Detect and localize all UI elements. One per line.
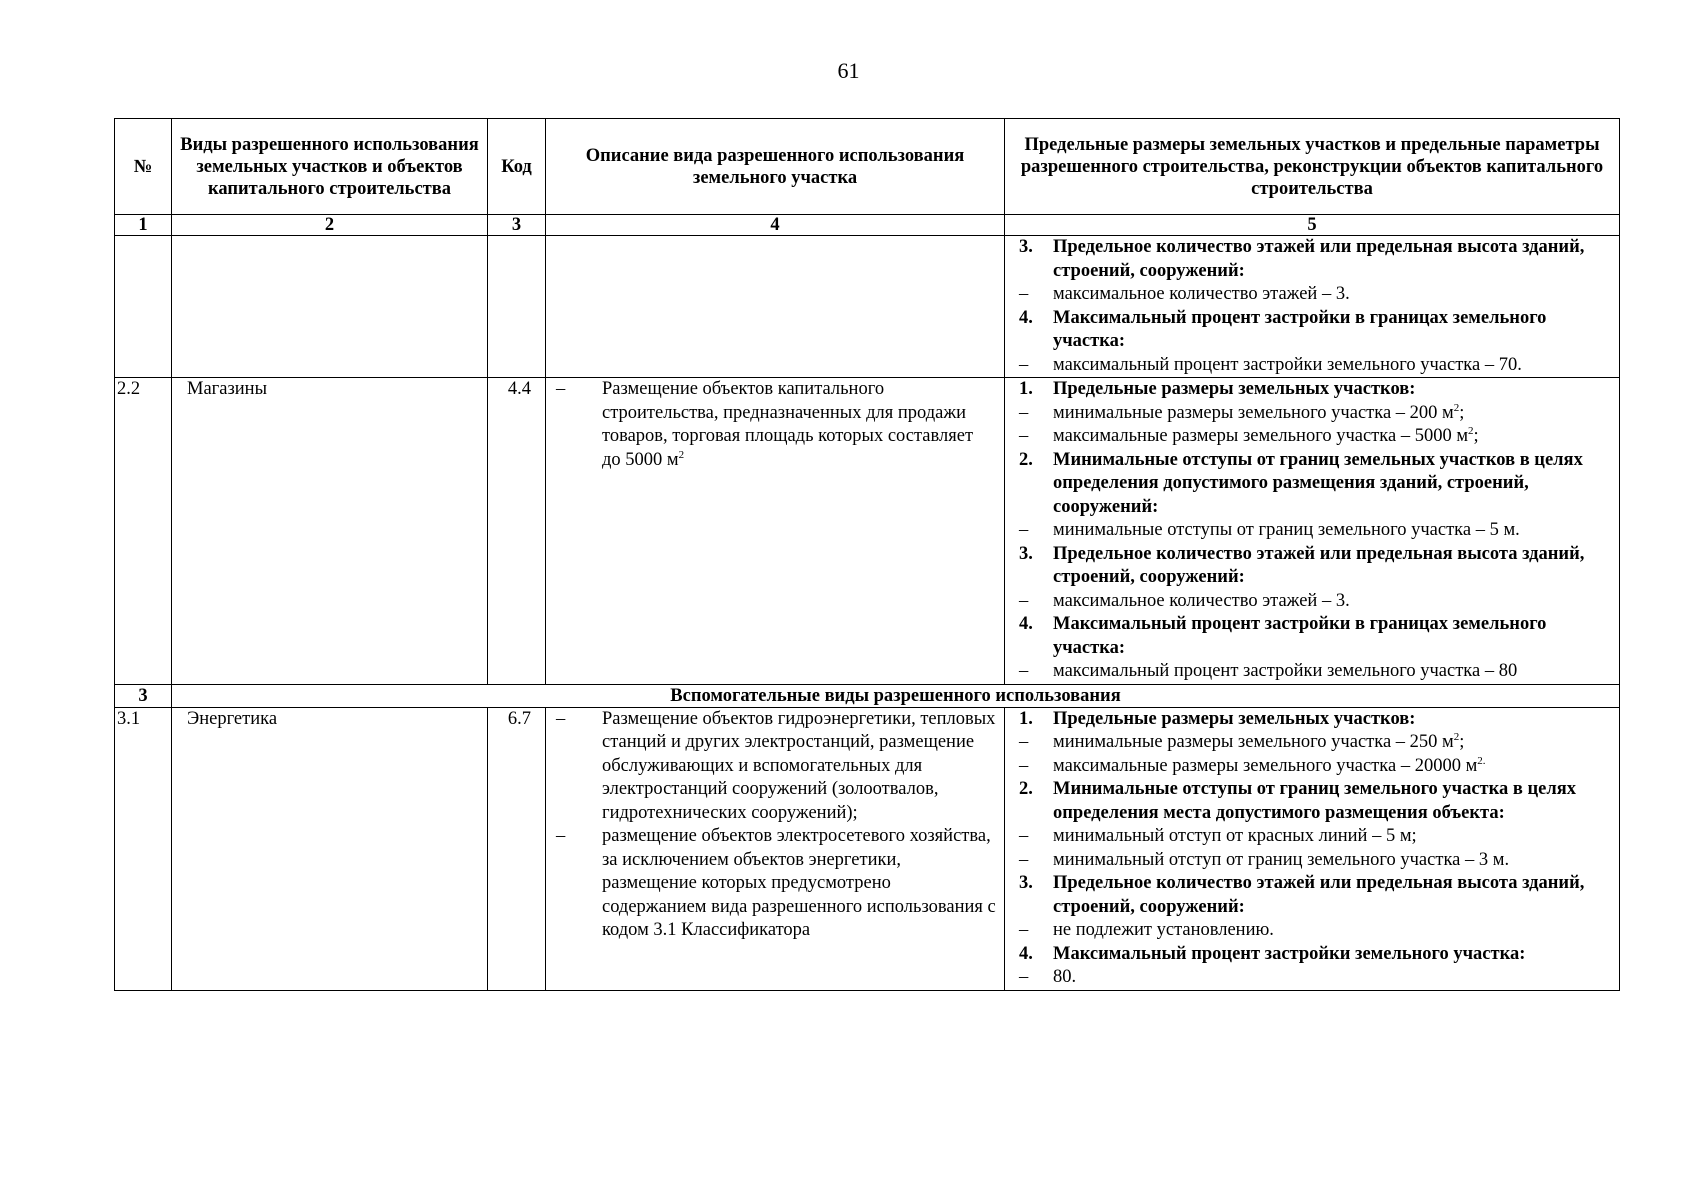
limit-item <box>1009 236 1617 283</box>
list-text: максимальные размеры земельного участка – 20000 м <box>1053 755 1478 776</box>
list-marker: – <box>1019 520 1029 540</box>
limit-item <box>1009 731 1617 755</box>
description-item <box>556 825 996 943</box>
header-code: Код <box>488 119 546 215</box>
limit-item <box>1009 919 1617 943</box>
list-marker: – <box>1019 967 1029 987</box>
table-row-continued <box>115 236 1620 378</box>
list-marker: – <box>1019 849 1029 870</box>
description-cell <box>546 378 1005 685</box>
column-number: 2 <box>172 215 488 236</box>
limit-item <box>1009 943 1617 967</box>
list-text: Максимальный процент застройки земельного участка: <box>1053 943 1526 964</box>
list-text-suffix: ; <box>1459 402 1465 423</box>
section-number: 3 <box>115 684 172 707</box>
list-marker: – <box>1019 354 1029 375</box>
use-type-code: 6.7 <box>488 707 546 990</box>
list-text: минимальный отступ от границ земельного участка – 3 м. <box>1053 849 1510 870</box>
list-marker: – <box>1019 590 1029 611</box>
list-marker: – <box>1019 755 1029 776</box>
limit-item <box>1009 590 1617 614</box>
limit-item <box>1009 708 1617 732</box>
limit-item <box>1009 307 1617 354</box>
list-text: максимальное количество этажей – 3. <box>1053 590 1350 611</box>
list-marker: 3. <box>1019 237 1033 257</box>
list-marker: 1. <box>1019 708 1033 729</box>
table-row <box>115 707 1620 990</box>
limits-list <box>1009 378 1617 684</box>
header-desc: Описание вида разрешенного использования земельного участка <box>546 119 1005 215</box>
land-use-table <box>114 118 1620 991</box>
section-title: Вспомогательные виды разрешенного использования <box>172 684 1620 707</box>
list-marker: 2. <box>1019 449 1033 470</box>
list-text: Предельное количество этажей или предельная высота зданий, строений, сооружений: <box>1053 873 1585 917</box>
row-number: 2.2 <box>115 378 172 685</box>
column-number: 3 <box>488 215 546 236</box>
list-marker: – <box>1019 402 1029 423</box>
limit-item <box>1009 425 1617 449</box>
list-text: Размещение объектов капитального строительства, предназначенных для продажи товаров, торговая площадь которых составляет до 5000 м <box>602 379 974 470</box>
table-row <box>115 378 1620 685</box>
limit-item <box>1009 778 1617 825</box>
header-name: Виды разрешенного использования земельных участков и объектов капитального строительства <box>172 119 488 215</box>
list-marker: – <box>556 826 566 846</box>
column-number-row <box>115 215 1620 236</box>
list-marker: 4. <box>1019 614 1033 634</box>
description-cell <box>546 707 1005 990</box>
list-text: максимальный процент застройки земельного участка – 80 <box>1053 661 1518 681</box>
list-text: не подлежит установлению. <box>1053 920 1274 940</box>
list-marker: 4. <box>1019 943 1033 964</box>
description-item <box>556 378 996 472</box>
use-type-code: 4.4 <box>488 378 546 685</box>
list-marker: 3. <box>1019 543 1033 564</box>
list-marker: – <box>556 379 566 399</box>
list-marker: – <box>1019 284 1029 304</box>
list-text: минимальные отступы от границ земельного участка – 5 м. <box>1053 520 1520 540</box>
limit-item <box>1009 755 1617 779</box>
list-marker: – <box>1019 732 1029 752</box>
list-marker: 2. <box>1019 779 1033 799</box>
limits-cell <box>1005 707 1620 990</box>
list-text: максимальное количество этажей – 3. <box>1053 284 1350 304</box>
list-text: максимальный процент застройки земельного участка – 70. <box>1053 354 1522 375</box>
superscript: 2 <box>1453 401 1460 414</box>
limit-item <box>1009 378 1617 402</box>
column-number: 4 <box>546 215 1005 236</box>
list-marker: – <box>556 708 566 729</box>
list-text-suffix: ; <box>1473 426 1479 446</box>
superscript: 2 <box>1468 425 1474 437</box>
list-text: Предельное количество этажей или предельная высота зданий, строений, сооружений: <box>1053 543 1585 587</box>
limit-item <box>1009 354 1617 378</box>
list-text: Максимальный процент застройки в границах земельного участка: <box>1053 614 1547 658</box>
list-text: минимальные размеры земельного участка – 200 м <box>1053 402 1454 423</box>
list-marker: – <box>1019 426 1029 446</box>
list-marker: – <box>1019 920 1029 940</box>
limit-item <box>1009 660 1617 684</box>
limit-item <box>1009 849 1617 873</box>
description-list <box>556 708 996 943</box>
superscript: 2. <box>1477 754 1486 767</box>
use-type-name: Магазины <box>172 378 488 685</box>
list-marker: 4. <box>1019 307 1033 328</box>
limit-item <box>1009 402 1617 426</box>
list-text: Минимальные отступы от границ земельного участка в целях определения места допустимого размещения объекта: <box>1053 779 1576 823</box>
header-row <box>115 119 1620 215</box>
list-text: Максимальный процент застройки в границах земельного участка: <box>1053 307 1547 351</box>
use-type-name: Энергетика <box>172 707 488 990</box>
description-item <box>556 708 996 826</box>
description-list <box>556 378 996 472</box>
header-no: № <box>115 119 172 215</box>
superscript: 2 <box>678 448 685 461</box>
limit-item <box>1009 613 1617 660</box>
list-text: максимальные размеры земельного участка – 5000 м <box>1053 426 1469 446</box>
list-text: 80. <box>1053 967 1077 987</box>
limits-cell <box>1005 236 1620 378</box>
page-number: 61 <box>837 58 860 83</box>
list-text: Предельные размеры земельных участков: <box>1053 379 1416 399</box>
list-text: Минимальные отступы от границ земельных участков в целях определения допустимого размещения зданий, строений, сооружений: <box>1053 449 1583 517</box>
limits-cell <box>1005 378 1620 685</box>
limit-item <box>1009 449 1617 520</box>
row-number: 3.1 <box>115 707 172 990</box>
list-text: Предельные размеры земельных участков: <box>1053 708 1416 729</box>
list-marker: 3. <box>1019 873 1033 893</box>
column-number: 1 <box>115 215 172 236</box>
limit-item <box>1009 825 1617 849</box>
list-text: размещение объектов электросетевого хозяйства, за исключением объектов энергетики, размещение которых предусмотрено содержанием вида разрешенного использования с кодом 3.1 Классификатора <box>602 826 996 940</box>
list-marker: – <box>1019 661 1029 681</box>
list-text: Размещение объектов гидроэнергетики, тепловых станций и других электростанций, размещение обслуживающих и вспомогательных для электростанций сооружений (золоотвалов, гидротехнических сооружений); <box>602 708 996 823</box>
list-text: минимальные размеры земельного участка – 250 м <box>1053 732 1454 752</box>
limit-item <box>1009 283 1617 307</box>
limits-list <box>1009 708 1617 990</box>
header-limits: Предельные размеры земельных участков и предельные параметры разрешенного строительства, реконструкции объектов капитального строительства <box>1005 119 1620 215</box>
list-text-suffix: ; <box>1459 732 1465 752</box>
list-text: Предельное количество этажей или предельная высота зданий, строений, сооружений: <box>1053 237 1585 281</box>
list-marker: 1. <box>1019 379 1033 399</box>
list-marker: – <box>1019 826 1029 846</box>
limit-item <box>1009 966 1617 990</box>
section-row <box>115 684 1620 707</box>
limit-item <box>1009 543 1617 590</box>
limit-item <box>1009 872 1617 919</box>
list-text: минимальный отступ от красных линий – 5 м; <box>1053 826 1417 846</box>
superscript: 2 <box>1453 731 1460 743</box>
limit-item <box>1009 519 1617 543</box>
limits-list <box>1009 236 1617 377</box>
column-number: 5 <box>1005 215 1620 236</box>
